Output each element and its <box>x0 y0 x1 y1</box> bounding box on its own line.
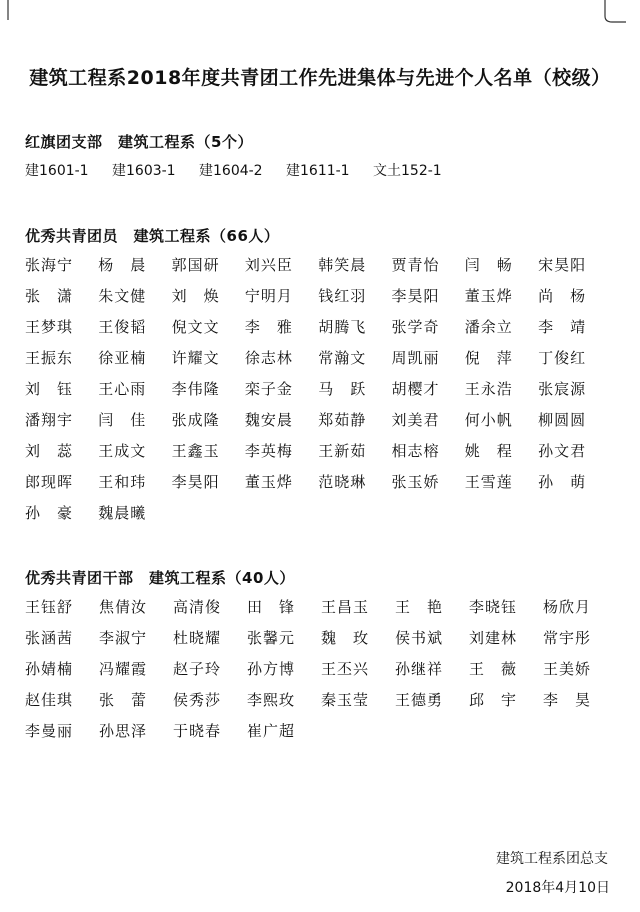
member-name: 李英梅 <box>244 442 293 460</box>
cadre-name: 李晓钰 <box>469 598 518 616</box>
member-name: 李伟隆 <box>171 380 220 398</box>
cadre-name: 李淑宁 <box>99 629 148 647</box>
cadre-name: 张 蕾 <box>99 691 148 709</box>
member-name: 钱红羽 <box>318 287 367 305</box>
member-name: 刘 蕊 <box>25 442 74 460</box>
member-name: 张宸源 <box>538 380 587 398</box>
cadre-name: 王钰舒 <box>25 598 74 616</box>
members-heading: 优秀共青团员 建筑工程系（66人） <box>25 227 280 245</box>
cadre-name: 侯秀莎 <box>173 691 222 709</box>
cadre-name: 田 锋 <box>247 598 296 616</box>
member-name: 范晓琳 <box>318 473 367 491</box>
cadre-name: 常宇彤 <box>543 629 592 647</box>
member-name: 李昊阳 <box>391 287 440 305</box>
member-name: 闫 畅 <box>464 256 513 274</box>
cadre-name: 赵子玲 <box>173 660 222 678</box>
red-flag-heading: 红旗团支部 建筑工程系（5个） <box>25 133 253 151</box>
cadre-name: 焦倩汝 <box>99 598 148 616</box>
member-name: 贾青怡 <box>391 256 440 274</box>
issuing-organization: 建筑工程系团总支 <box>496 851 608 867</box>
member-name: 徐志林 <box>244 349 293 367</box>
cadre-name: 于晓春 <box>173 722 222 740</box>
member-name: 刘美君 <box>391 411 440 429</box>
member-name: 王雪莲 <box>464 473 513 491</box>
cadre-name: 王德勇 <box>395 691 444 709</box>
member-name: 胡樱才 <box>391 380 440 398</box>
cadre-name: 王 薇 <box>469 660 518 678</box>
red-flag-list <box>25 160 442 180</box>
member-name: 张成隆 <box>171 411 220 429</box>
member-name: 郑茹静 <box>318 411 367 429</box>
member-name: 孙 萌 <box>538 473 587 491</box>
member-name: 刘 焕 <box>171 287 220 305</box>
branch-item: 建1611-1 <box>286 163 350 179</box>
member-name: 尚 杨 <box>538 287 587 305</box>
cadre-name: 高清俊 <box>173 598 222 616</box>
member-name: 何小帆 <box>464 411 513 429</box>
branch-item: 建1603-1 <box>112 163 176 179</box>
member-name: 刘兴臣 <box>244 256 293 274</box>
member-name: 徐亚楠 <box>98 349 147 367</box>
cadre-name: 崔广超 <box>247 722 296 740</box>
cadre-name: 赵佳琪 <box>25 691 74 709</box>
crop-mark-left <box>6 0 12 24</box>
member-name: 张 潇 <box>25 287 74 305</box>
cadre-name: 李曼丽 <box>25 722 74 740</box>
member-name: 王和玮 <box>98 473 147 491</box>
cadre-name: 杨欣月 <box>543 598 592 616</box>
member-name: 李 靖 <box>538 318 587 336</box>
member-name: 倪文文 <box>171 318 220 336</box>
cadre-name: 王昌玉 <box>321 598 370 616</box>
member-name: 相志榕 <box>391 442 440 460</box>
cadre-name: 冯耀霞 <box>99 660 148 678</box>
member-name: 郎现晖 <box>25 473 74 491</box>
crop-mark-right <box>600 0 630 30</box>
member-name: 王俊韬 <box>98 318 147 336</box>
cadre-name: 李熙玫 <box>247 691 296 709</box>
member-name: 张玉娇 <box>391 473 440 491</box>
cadre-name: 王美娇 <box>543 660 592 678</box>
branch-item: 文土152-1 <box>373 163 442 179</box>
member-name: 朱文健 <box>98 287 147 305</box>
member-name: 张学奇 <box>391 318 440 336</box>
member-name: 张海宁 <box>25 256 74 274</box>
member-name: 郭国研 <box>171 256 220 274</box>
member-name: 王新茹 <box>318 442 367 460</box>
cadre-name: 杜晓耀 <box>173 629 222 647</box>
member-name: 王振东 <box>25 349 74 367</box>
cadre-name: 孙婧楠 <box>25 660 74 678</box>
cadre-name: 秦玉莹 <box>321 691 370 709</box>
member-name: 宁明月 <box>244 287 293 305</box>
member-name: 马 跃 <box>318 380 367 398</box>
member-name: 潘余立 <box>464 318 513 336</box>
member-name: 胡腾飞 <box>318 318 367 336</box>
cadre-name: 张涵茜 <box>25 629 74 647</box>
member-name: 丁俊红 <box>538 349 587 367</box>
member-name: 董玉烨 <box>244 473 293 491</box>
cadre-name: 王 艳 <box>395 598 444 616</box>
member-name: 宋昊阳 <box>538 256 587 274</box>
cadre-name: 孙方博 <box>247 660 296 678</box>
cadre-name: 魏 玫 <box>321 629 370 647</box>
document-title: 建筑工程系2018年度共青团工作先进集体与先进个人名单（校级） <box>29 67 611 89</box>
member-name: 常瀚文 <box>318 349 367 367</box>
member-name: 王鑫玉 <box>171 442 220 460</box>
cadre-name: 李 昊 <box>543 691 592 709</box>
member-name: 姚 程 <box>464 442 513 460</box>
member-name: 倪 萍 <box>464 349 513 367</box>
member-name: 杨 晨 <box>98 256 147 274</box>
member-name: 王梦琪 <box>25 318 74 336</box>
member-name: 李昊阳 <box>171 473 220 491</box>
members-list <box>25 250 611 529</box>
member-name: 魏安晨 <box>244 411 293 429</box>
cadre-name: 孙继祥 <box>395 660 444 678</box>
member-name: 栾子金 <box>244 380 293 398</box>
cadres-list <box>25 592 617 747</box>
member-name: 李 雅 <box>244 318 293 336</box>
cadre-name: 邱 宇 <box>469 691 518 709</box>
member-name: 闫 佳 <box>98 411 147 429</box>
cadre-name: 张馨元 <box>247 629 296 647</box>
member-name: 许耀文 <box>171 349 220 367</box>
member-name: 王永浩 <box>464 380 513 398</box>
member-name: 柳圆圆 <box>538 411 587 429</box>
cadre-name: 孙思泽 <box>99 722 148 740</box>
member-name: 刘 钰 <box>25 380 74 398</box>
branch-item: 建1601-1 <box>25 163 89 179</box>
cadre-name: 王丕兴 <box>321 660 370 678</box>
member-name: 董玉烨 <box>464 287 513 305</box>
member-name: 王心雨 <box>98 380 147 398</box>
issue-date: 2018年4月10日 <box>505 880 610 896</box>
member-name: 王成文 <box>98 442 147 460</box>
member-name: 魏晨曦 <box>98 504 147 522</box>
branch-item: 建1604-2 <box>199 163 263 179</box>
cadres-heading: 优秀共青团干部 建筑工程系（40人） <box>25 569 295 587</box>
cadre-name: 侯书斌 <box>395 629 444 647</box>
member-name: 孙文君 <box>538 442 587 460</box>
member-name: 周凯丽 <box>391 349 440 367</box>
member-name: 潘翔宇 <box>25 411 74 429</box>
member-name: 孙 豪 <box>25 504 74 522</box>
member-name: 韩笑晨 <box>318 256 367 274</box>
cadre-name: 刘建林 <box>469 629 518 647</box>
